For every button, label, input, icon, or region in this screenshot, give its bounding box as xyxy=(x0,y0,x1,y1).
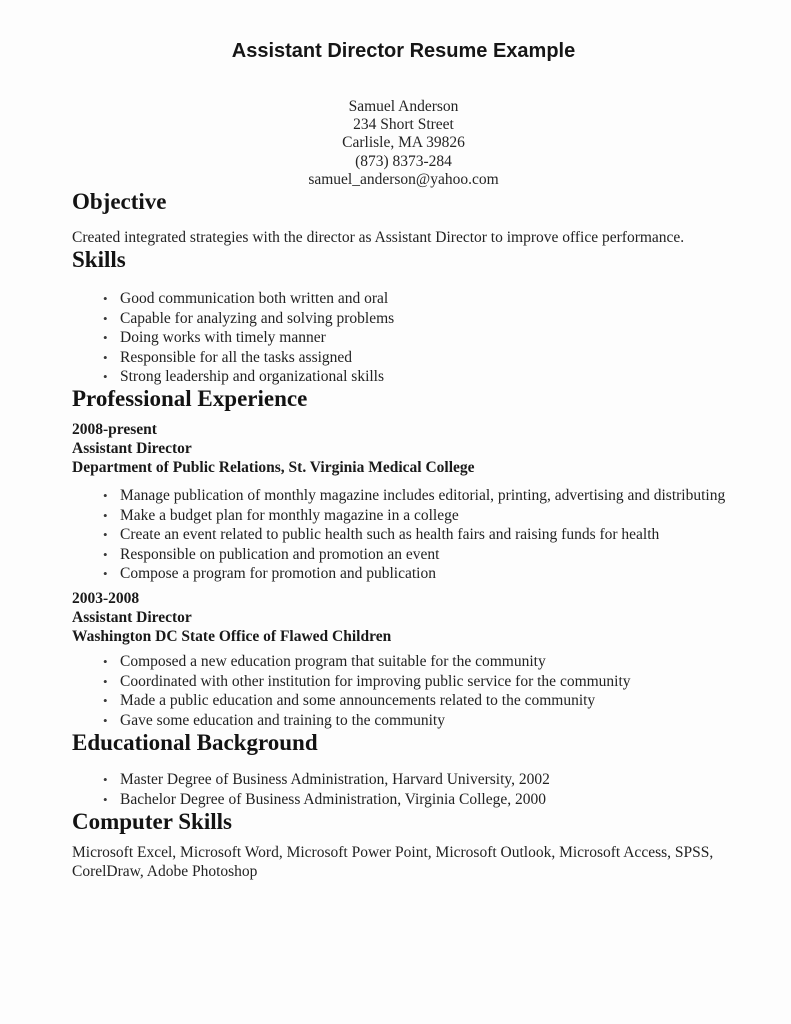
skill-item: • Responsible for all the tasks assigned xyxy=(120,348,735,367)
contact-email: samuel_anderson@yahoo.com xyxy=(308,170,499,188)
contact-name: Samuel Anderson xyxy=(348,98,459,115)
job-period: 2008-present xyxy=(72,421,157,439)
contact-street: 234 Short Street xyxy=(353,116,454,134)
section-heading-experience: Professional Experience xyxy=(72,386,308,412)
job-organization: Department of Public Relations, St. Virginia Medical College xyxy=(72,459,475,477)
job-bullet: • Composed a new education program that suitable for the community xyxy=(120,652,735,671)
skill-item: • Doing works with timely manner xyxy=(120,328,735,347)
skills-list xyxy=(72,289,735,386)
objective-text: Created integrated strategies with the director as Assistant Director to improve office performance. xyxy=(72,229,685,247)
job-bullet: • Coordinated with other institution for improving public service for the community xyxy=(120,672,735,691)
contact-block xyxy=(72,98,735,189)
skill-item: • Strong leadership and organizational skills xyxy=(120,367,735,386)
job-entry-header xyxy=(72,420,735,477)
education-list xyxy=(72,770,735,809)
job-bullet-list xyxy=(72,486,735,583)
job-organization: Washington DC State Office of Flawed Children xyxy=(72,628,392,646)
contact-city-state-zip: Carlisle, MA 39826 xyxy=(342,134,465,152)
section-heading-objective: Objective xyxy=(72,189,167,215)
page-title: Assistant Director Resume Example xyxy=(231,40,576,62)
skill-item: • Good communication both written and oral xyxy=(120,289,735,308)
contact-phone: (873) 8373-284 xyxy=(355,152,452,170)
job-period: 2003-2008 xyxy=(72,590,140,608)
computer-skills-text: Microsoft Excel, Microsoft Word, Microsoft Power Point, Microsoft Outlook, Microsoft Access, SPSS, CorelDraw, Adobe Photoshop xyxy=(72,843,714,881)
job-title: Assistant Director xyxy=(72,609,192,627)
job-bullet: • Make a budget plan for monthly magazine in a college xyxy=(120,506,735,525)
job-bullet: • Compose a program for promotion and publication xyxy=(120,564,735,583)
job-entry-header xyxy=(72,589,735,646)
section-heading-skills: Skills xyxy=(72,247,126,273)
section-heading-computer-skills: Computer Skills xyxy=(72,808,232,834)
job-title: Assistant Director xyxy=(72,440,192,458)
section-heading-education: Educational Background xyxy=(72,730,318,756)
job-bullet: • Responsible on publication and promotion an event xyxy=(120,545,735,564)
job-bullet-list xyxy=(72,652,735,730)
job-bullet: • Made a public education and some announcements related to the community xyxy=(120,691,735,710)
skill-item: • Capable for analyzing and solving problems xyxy=(120,309,735,328)
education-item: • Bachelor Degree of Business Administration, Virginia College, 2000 xyxy=(120,790,735,809)
job-bullet: • Gave some education and training to the community xyxy=(120,711,735,730)
job-bullet: • Manage publication of monthly magazine includes editorial, printing, advertising and distributing xyxy=(120,486,735,505)
job-bullet: • Create an event related to public health such as health fairs and raising funds for health xyxy=(120,525,735,544)
education-item: • Master Degree of Business Administration, Harvard University, 2002 xyxy=(120,770,735,789)
